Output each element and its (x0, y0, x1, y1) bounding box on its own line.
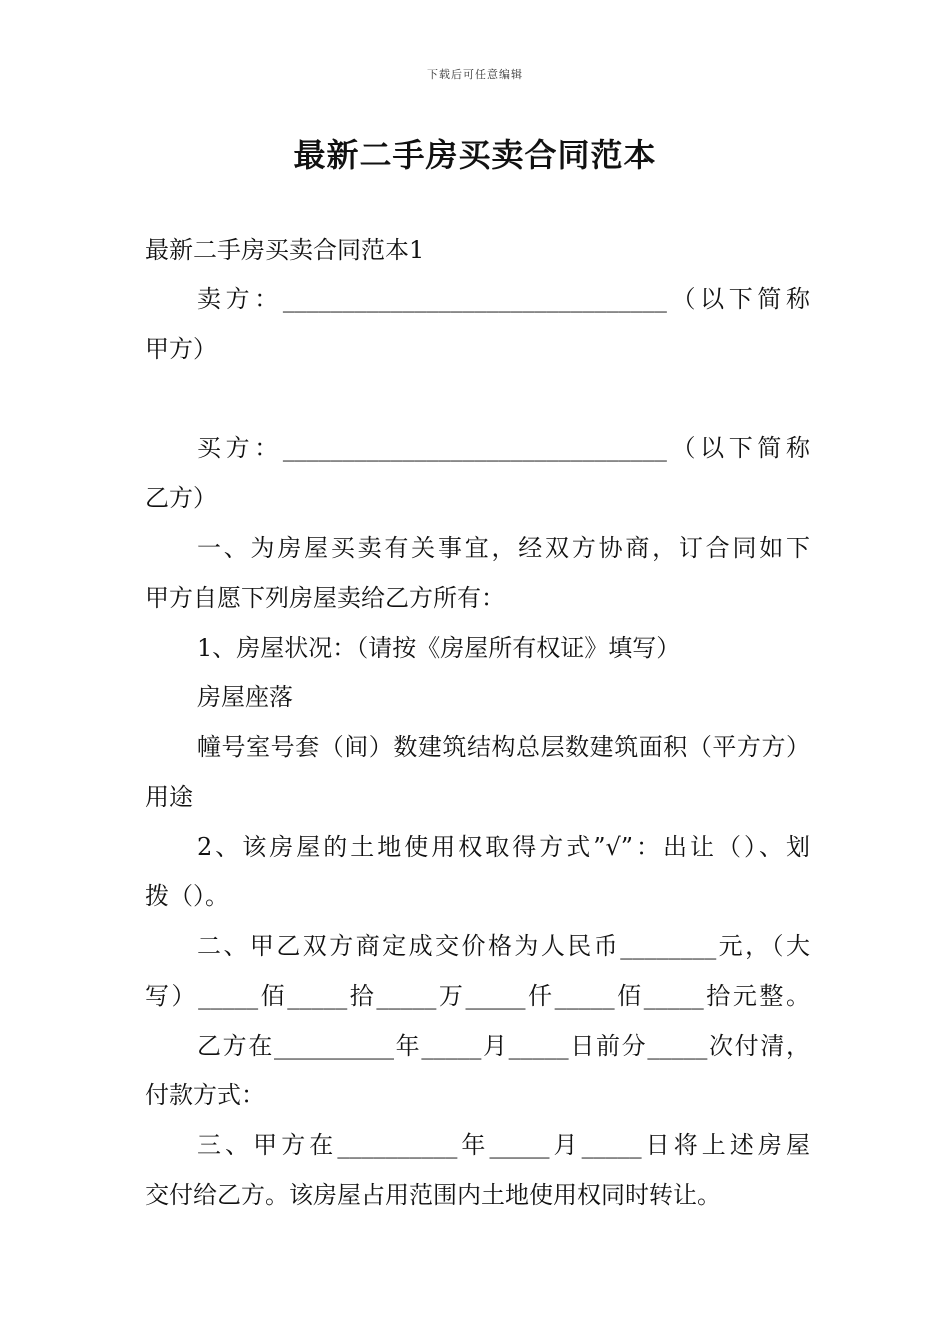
house-location-line: 房屋座落 (197, 683, 293, 711)
seller-line-cont: 甲方） (145, 335, 217, 363)
page-header-note: 下载后可任意编辑 (427, 68, 523, 81)
seller-line: 卖方：________________________________（以下简称 (197, 285, 810, 313)
buyer-line: 买方：________________________________（以下简称 (197, 434, 810, 462)
house-details-cont: 用途 (145, 783, 193, 811)
house-status-line: 1、房屋状况：（请按《房屋所有权证》填写） (197, 634, 681, 662)
land-use-cont: 拨（）。 (145, 882, 229, 910)
document-title: 最新二手房买卖合同范本 (293, 136, 657, 174)
clause-1-intro-cont: 甲方自愿下列房屋卖给乙方所有： (145, 584, 505, 612)
price-line: 二、甲乙双方商定成交价格为人民币________元，（大 (197, 932, 810, 960)
price-line-cont: 写）_____佰_____拾_____万_____仟_____佰_____拾元整。 (145, 982, 810, 1010)
clause-1-intro: 一、为房屋买卖有关事宜，经双方协商，订合同如下 (197, 534, 810, 562)
buyer-line-cont: 乙方） (145, 484, 217, 512)
delivery-line: 三、甲方在__________年_____月_____日将上述房屋 (197, 1131, 810, 1159)
payment-method-line: 付款方式： (145, 1081, 265, 1109)
payment-line: 乙方在__________年_____月_____日前分_____次付清， (197, 1032, 810, 1060)
land-use-line: 2、该房屋的土地使用权取得方式”√”：出让（）、划 (197, 833, 810, 861)
section-heading: 最新二手房买卖合同范本1 (145, 236, 425, 264)
house-details-line: 幢号室号套（间）数建筑结构总层数建筑面积（平方方） (197, 733, 810, 761)
delivery-line-cont: 交付给乙方。该房屋占用范围内土地使用权同时转让。 (145, 1181, 721, 1209)
